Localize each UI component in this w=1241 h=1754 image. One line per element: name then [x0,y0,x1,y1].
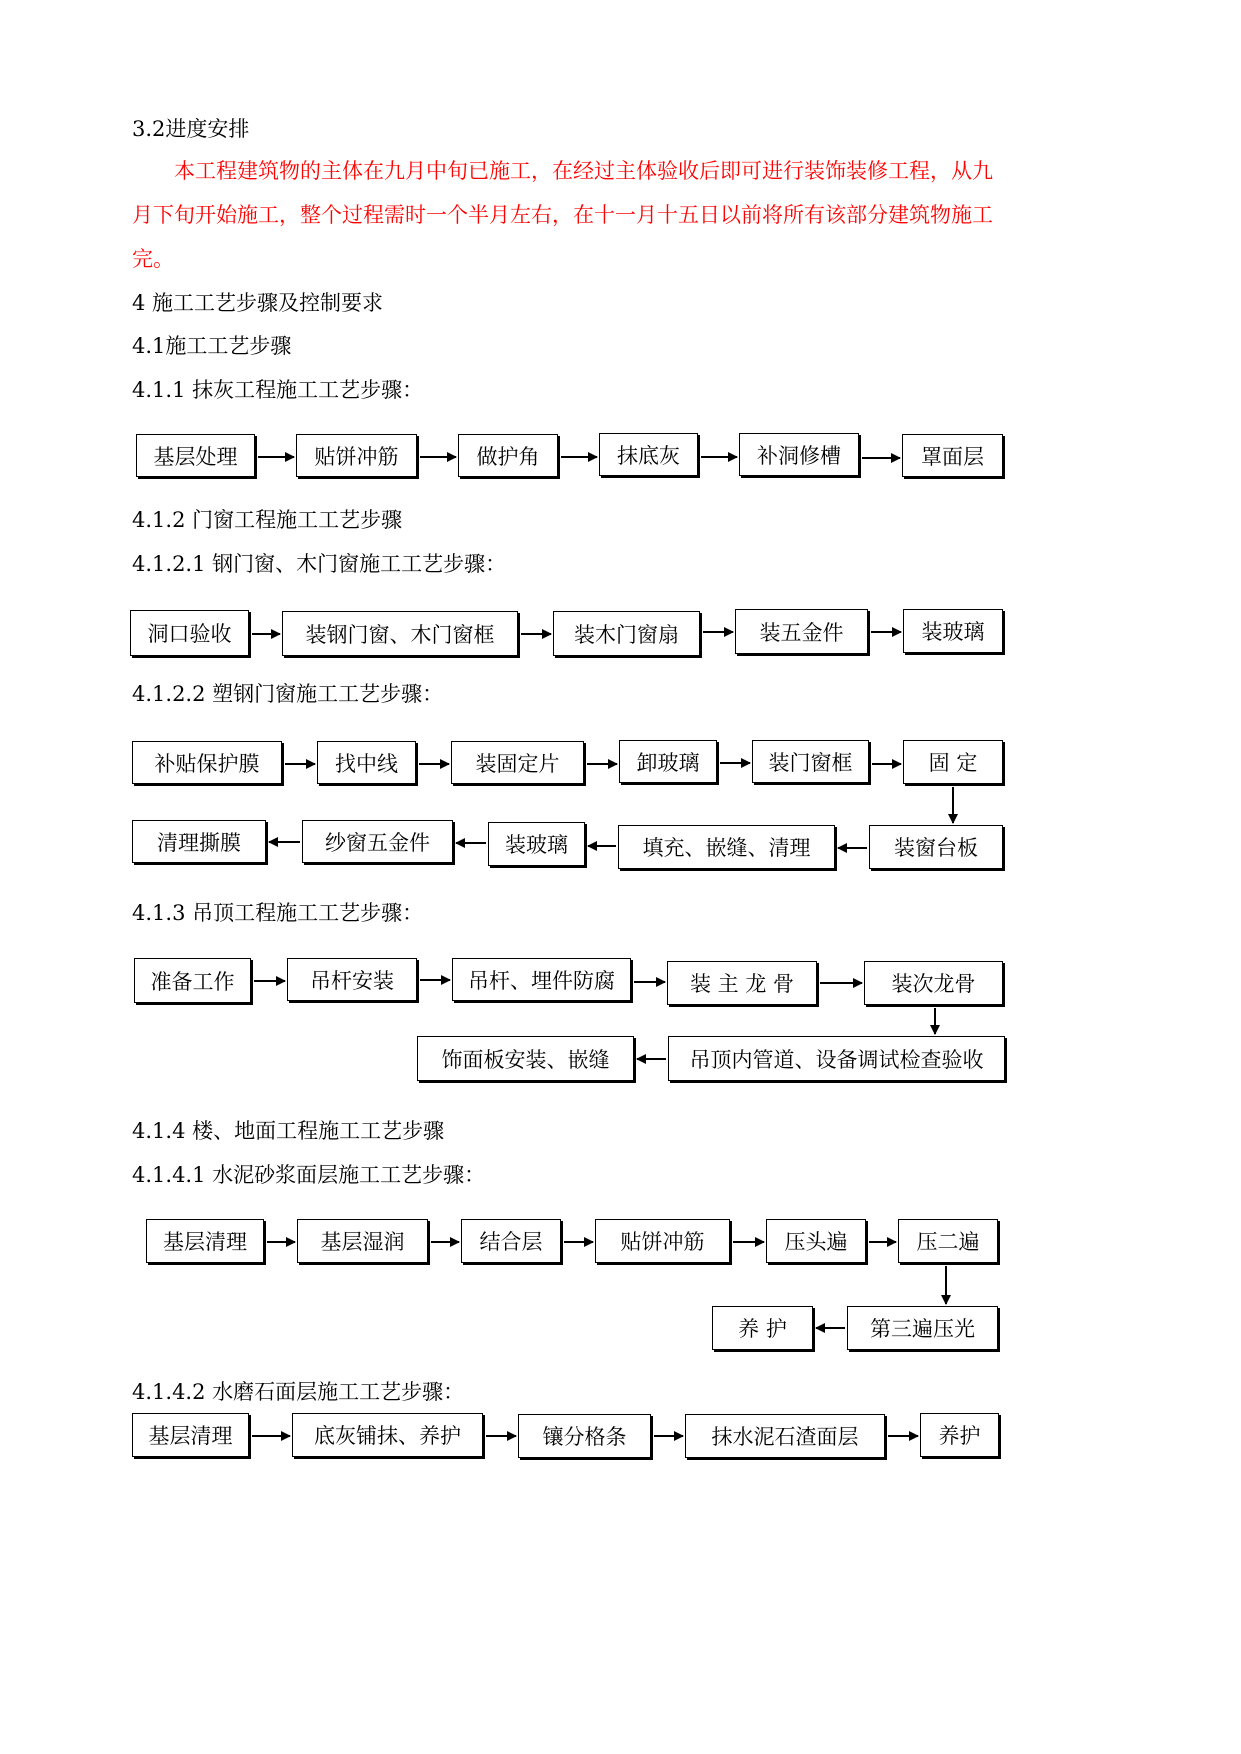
heading-4: 4 施工工艺步骤及控制要求 [132,291,384,315]
flow-step-box: 做护角 [458,434,558,477]
flow-step-box: 养 护 [712,1306,813,1350]
flow-step-box: 基层处理 [136,434,255,477]
flow-step-box: 贴饼冲筋 [296,434,417,477]
flow-step-box: 基层清理 [132,1413,249,1457]
heading-4-1-4: 4.1.4 楼、地面工程施工工艺步骤 [132,1119,445,1143]
heading-4-1-1: 4.1.1 抹灰工程施工工艺步骤： [132,378,424,402]
flow-step-box: 填充、嵌缝、清理 [618,825,835,869]
flow-step-box: 装钢门窗、木门窗框 [282,611,518,656]
heading-4-1-2: 4.1.2 门窗工程施工工艺步骤 [132,508,403,532]
flow-step-box: 压头遍 [766,1219,866,1263]
heading-4-1-3: 4.1.3 吊顶工程施工工艺步骤： [132,901,424,925]
heading-4-1-2-1: 4.1.2.1 钢门窗、木门窗施工工艺步骤： [132,552,507,576]
flow-step-box: 装 主 龙 骨 [667,961,817,1005]
heading-3-2: 3.2进度安排 [132,117,250,141]
flow-step-box: 装玻璃 [488,822,585,866]
flow-step-box: 找中线 [317,741,416,784]
flow-step-box: 清理撕膜 [132,820,266,863]
flow-step-box: 纱窗五金件 [302,820,453,863]
flow-step-box: 装固定片 [451,741,584,784]
flow-step-box: 抹水泥石渣面层 [685,1414,885,1458]
flow-step-box: 装窗台板 [869,825,1003,869]
flow-step-box: 装门窗框 [752,740,869,783]
flow-step-box: 吊杆、埋件防腐 [452,958,631,1001]
flow-step-box: 装木门窗扇 [553,611,700,656]
flow-step-box: 固 定 [903,740,1003,784]
flow-step-box: 饰面板安装、嵌缝 [417,1036,634,1081]
flow-step-box: 底灰铺抹、养护 [292,1413,483,1457]
flow-step-box: 吊顶内管道、设备调试检查验收 [668,1036,1005,1081]
flow-step-box: 补贴保护膜 [132,741,282,784]
flow-step-box: 结合层 [461,1219,561,1263]
flow-step-box: 装玻璃 [903,609,1003,653]
flow-step-box: 卸玻璃 [619,740,717,783]
heading-4-1-4-1: 4.1.4.1 水泥砂浆面层施工工艺步骤： [132,1163,486,1187]
flow-step-box: 基层湿润 [297,1219,428,1263]
flow-step-box: 第三遍压光 [847,1306,998,1350]
heading-4-1-4-2: 4.1.4.2 水磨石面层施工工艺步骤： [132,1380,465,1404]
flow-step-box: 装次龙骨 [864,961,1003,1005]
flow-step-box: 补洞修槽 [739,433,859,476]
flow-step-box: 吊杆安装 [287,958,417,1001]
heading-4-1: 4.1施工工艺步骤 [132,334,292,358]
schedule-paragraph: 本工程建筑物的主体在九月中旬已施工，在经过主体验收后即可进行装饰装修工程，从九月下旬开始施工，整个过程需时一个半月左右，在十一月十五日以前将所有该部分建筑物施工完。 [132,159,993,271]
flow-step-box: 压二遍 [898,1219,998,1263]
heading-4-1-2-2: 4.1.2.2 塑钢门窗施工工艺步骤： [132,682,444,706]
flow-step-box: 基层清理 [146,1219,264,1263]
flow-step-box: 洞口验收 [130,610,249,656]
flow-step-box: 装五金件 [735,609,868,654]
flow-step-box: 养护 [920,1413,999,1457]
flow-step-box: 镶分格条 [518,1414,651,1458]
flow-step-box: 抹底灰 [599,433,698,476]
flow-step-box: 贴饼冲筋 [595,1219,730,1263]
flow-step-box: 罩面层 [902,434,1003,477]
flow-step-box: 准备工作 [134,958,251,1003]
